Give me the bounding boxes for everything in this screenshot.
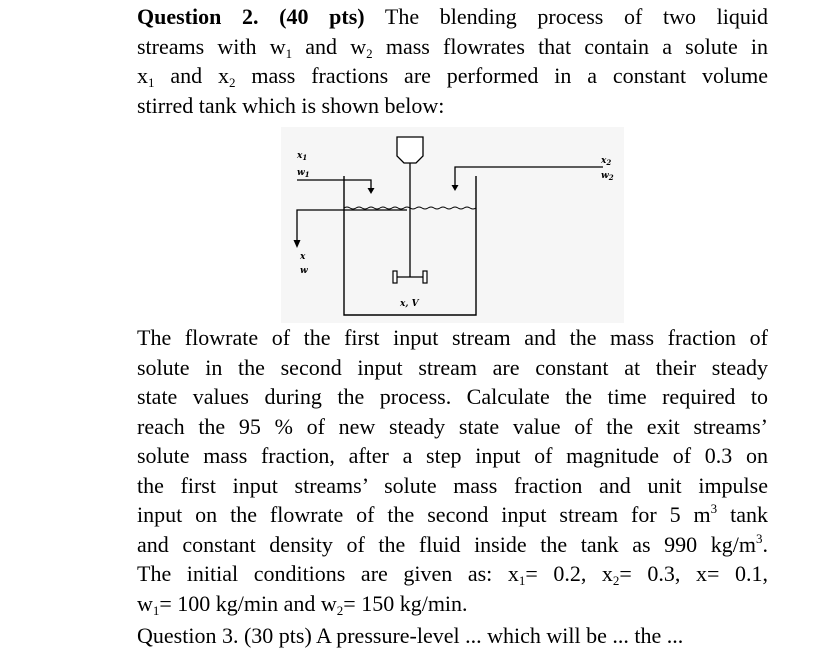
motor-icon bbox=[397, 137, 423, 163]
impeller-blade-right bbox=[423, 271, 427, 283]
body-line-6: the first input streams’ solute mass fraction and unit impulse bbox=[137, 472, 768, 498]
label-x-out: x bbox=[300, 252, 306, 262]
label-w1: $w_1$ bbox=[297, 168, 310, 179]
label-w-out: w bbox=[300, 266, 308, 276]
next-question-fragment: Question 3. (30 pts) A pressure-level ... which will be ... the ... bbox=[137, 623, 684, 648]
label-x2: $x_2$ bbox=[601, 156, 612, 167]
body-line-8: and constant density of the fluid inside the tank as 990 $kg/m^3$. bbox=[137, 530, 768, 557]
stirred-tank-diagram bbox=[281, 127, 624, 323]
intro-line-2: streams with $w_1$ and $w_2$ mass flowrates that contain a solute in bbox=[137, 33, 769, 61]
body-line-7: input on the flowrate of the second input stream for 5 $m^3$ tank bbox=[137, 501, 768, 527]
question-2-intro bbox=[137, 2, 768, 120]
label-tank-contents: x, V bbox=[400, 299, 419, 309]
intro-line-3: $x_1$ and $x_2$ mass fractions are performed in a constant volume bbox=[137, 63, 769, 90]
body-line-2: solute in the second input stream are constant at their steady bbox=[137, 354, 768, 380]
body-line-3: state values during the process. Calculate the time required to bbox=[137, 384, 768, 409]
body-line-5: solute mass fraction, after a step input of magnitude of 0.3 on bbox=[137, 443, 768, 468]
label-x1: $x_1$ bbox=[297, 151, 308, 162]
body-line-9: The initial conditions are given as: $x_1= 0.2$, $x_2= 0.3$, x= 0.1, bbox=[137, 561, 768, 588]
intro-line-1: Question 2. (40 pts) The blending process of two liquid bbox=[137, 4, 768, 29]
label-w2: $w_2$ bbox=[601, 171, 614, 182]
body-line-4: reach the 95 % of new steady state value of the exit streams’ bbox=[137, 413, 768, 439]
intro-line-4: stirred tank which is shown below: bbox=[137, 92, 445, 118]
question-heading: Question 2. (40 pts) bbox=[137, 4, 365, 29]
body-line-10: $w_1= 100$ kg/min and $w_2= 150$ kg/min. bbox=[137, 590, 468, 618]
impeller-blade-left bbox=[393, 271, 397, 283]
question-2-body bbox=[137, 323, 768, 618]
diagram-background bbox=[281, 127, 624, 323]
body-line-1: The flowrate of the first input stream and the mass fraction of bbox=[137, 325, 768, 350]
